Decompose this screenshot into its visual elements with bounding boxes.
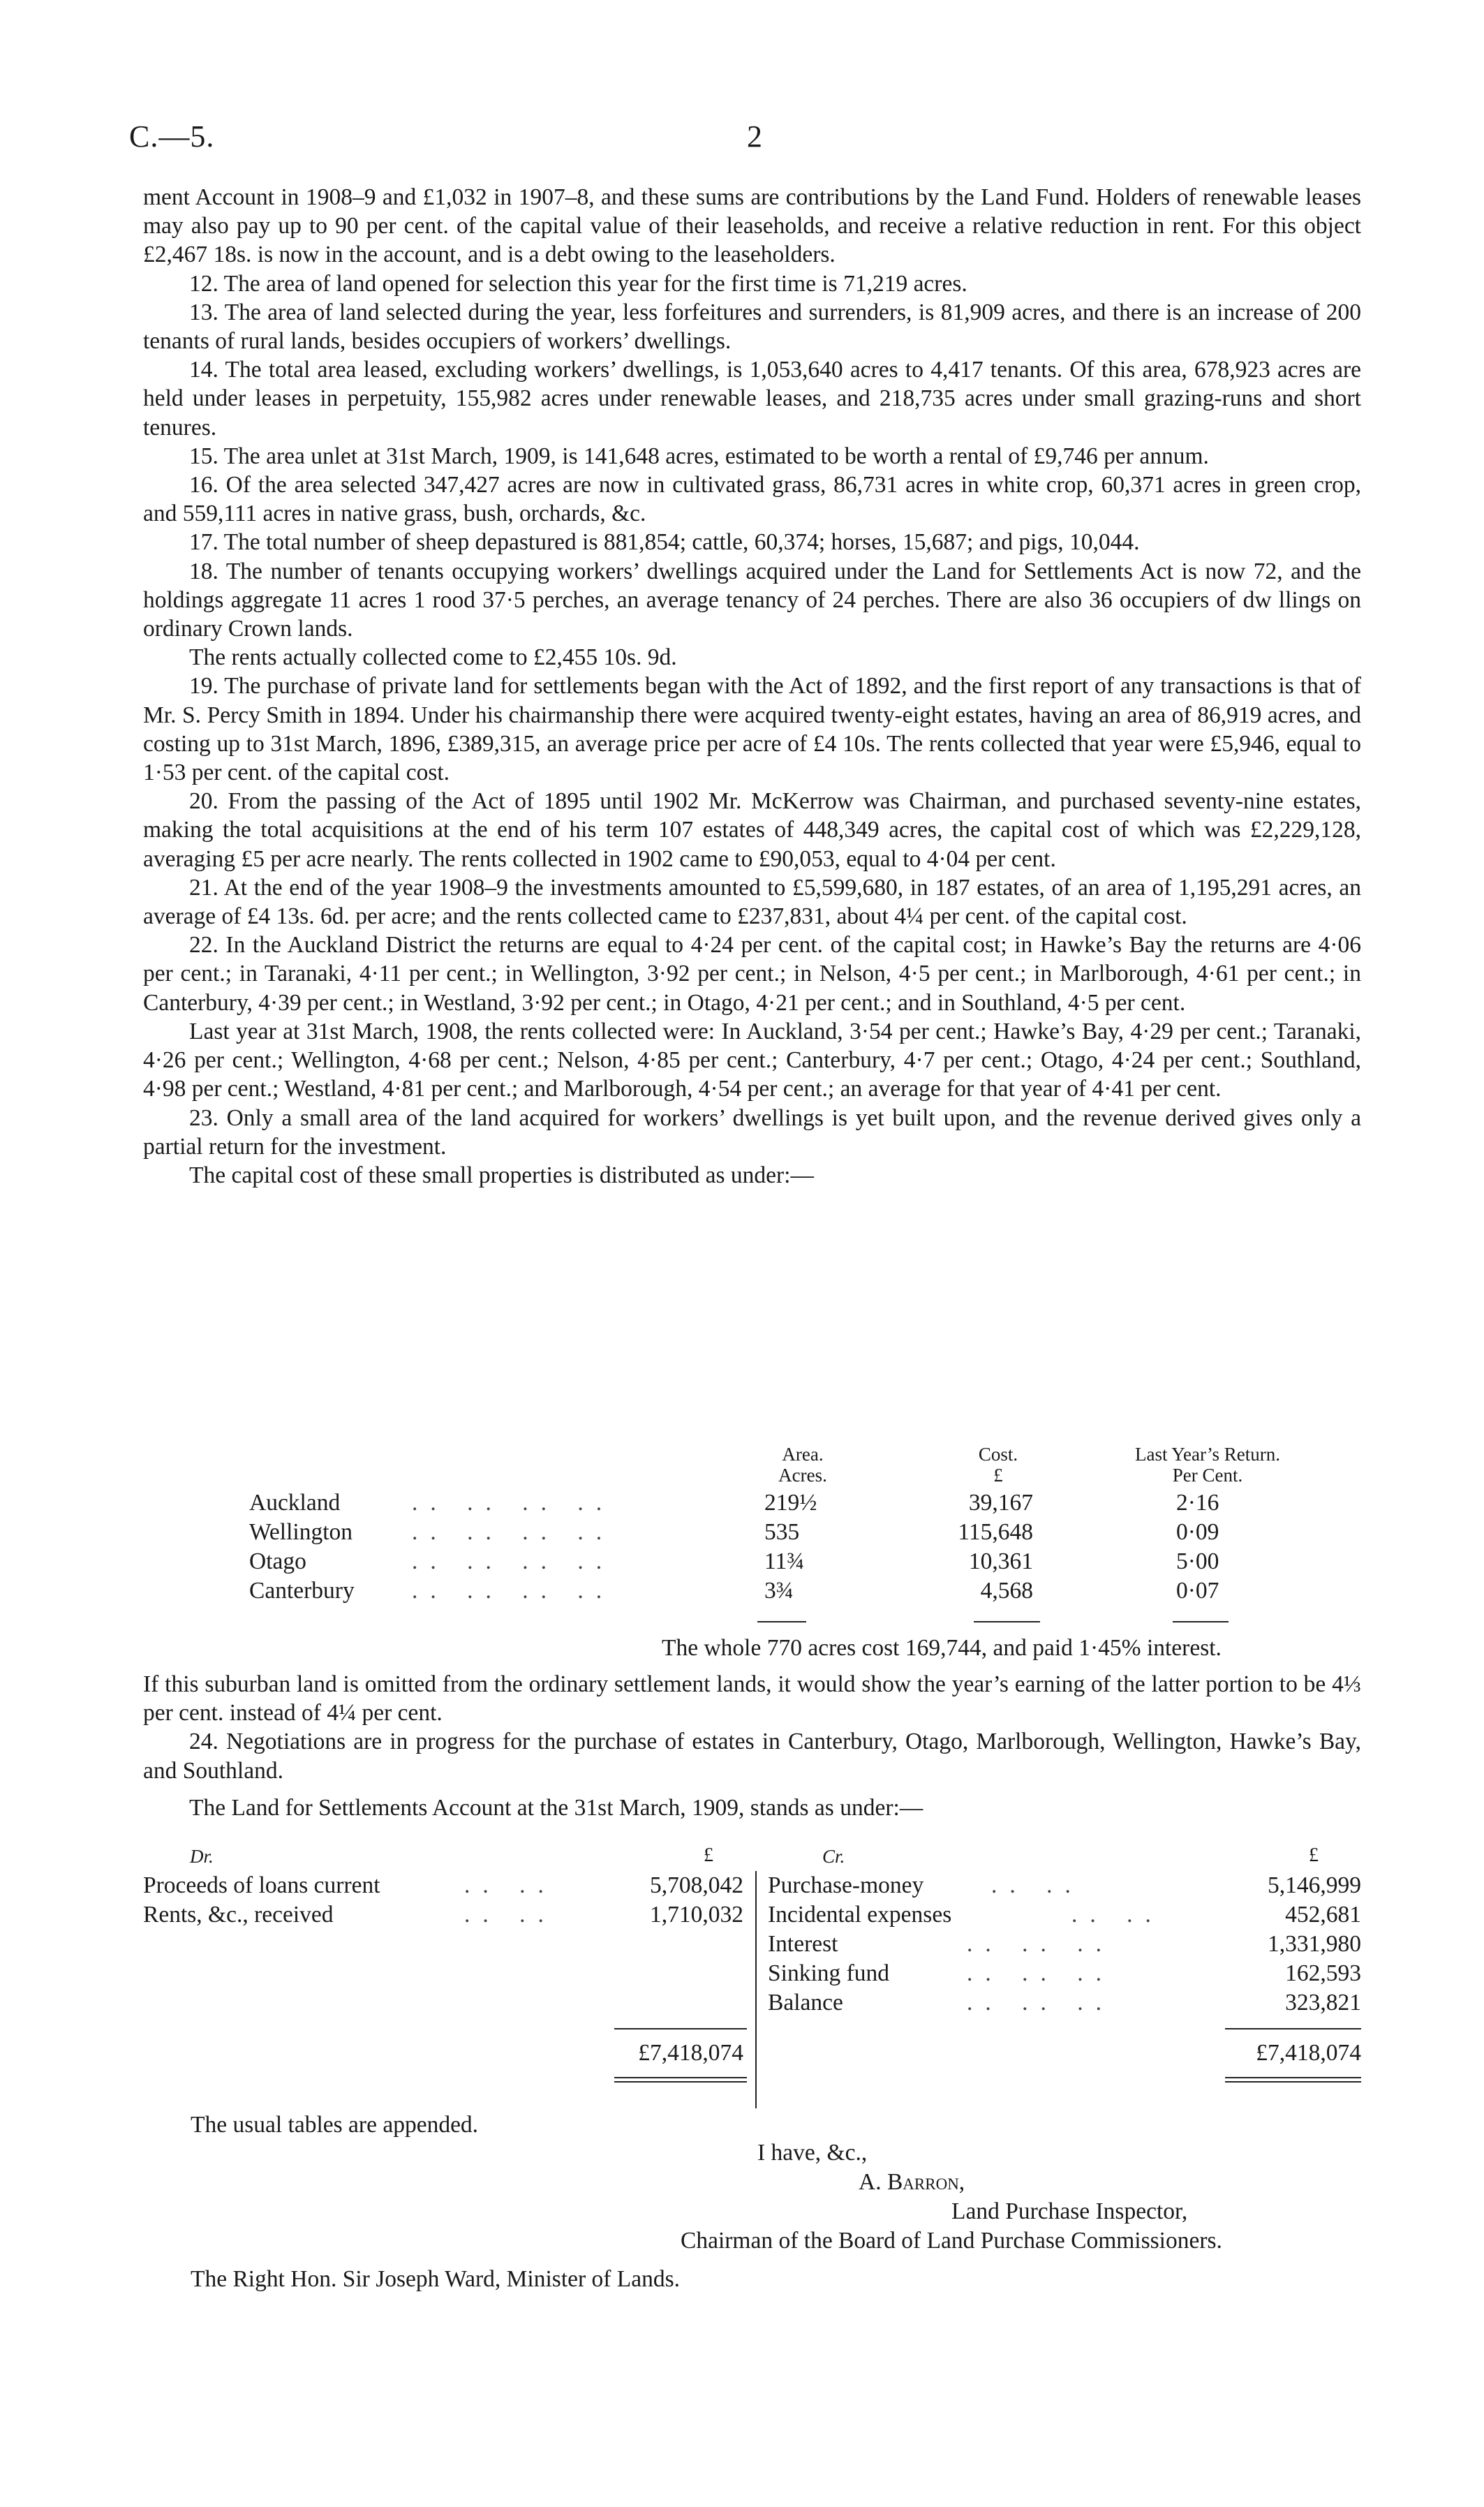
cost-value: 39,167 bbox=[968, 1490, 1033, 1516]
district-name: Wellington bbox=[249, 1519, 353, 1545]
paragraph: 18. The number of tenants occupying workers’ dwellings acquired under the Land for Settlements Act is now 72, and the holdings aggregate 11 acres 1 rood 37·5 perches, an average tenancy of 24 perches. There are also 36 occupiers of dw llings on ordinary Crown lands. bbox=[143, 558, 1361, 642]
debit-item-amount: 5,708,042 bbox=[650, 1872, 743, 1898]
credit-row bbox=[0, 1872, 1484, 1901]
paragraph: 12. The area of land opened for selection this year for the first time is 71,219 acres. bbox=[189, 270, 967, 297]
leader-dots: .. .. .. bbox=[967, 1990, 1114, 2016]
table-row bbox=[0, 1519, 1484, 1548]
return-unit: Per Cent. bbox=[1172, 1465, 1243, 1486]
paragraph: If this suburban land is omitted from the ordinary settlement lands, it would show the year’s earning of the latter portion to be 4⅓ per cent. instead of 4¼ per cent. bbox=[143, 1671, 1361, 1726]
paragraph: The Land for Settlements Account at the 31st March, 1909, stands as under:— bbox=[189, 1794, 923, 1821]
leader-dots: .. .. bbox=[1071, 1902, 1164, 1928]
credit-item-label: Interest bbox=[768, 1931, 838, 1957]
leader-dots: .. .. .. .. bbox=[412, 1578, 615, 1604]
area-value: 535 bbox=[764, 1519, 800, 1545]
area-header: Area. bbox=[782, 1444, 824, 1465]
cost-rule bbox=[974, 1621, 1040, 1622]
addressee: The Right Hon. Sir Joseph Ward, Minister of Lands. bbox=[191, 2266, 681, 2292]
credit-row bbox=[0, 1931, 1484, 1960]
credit-item-amount: 323,821 bbox=[1285, 1990, 1361, 2016]
credit-row bbox=[0, 1902, 1484, 1930]
debit-item-label: Rents, &c., received bbox=[143, 1902, 334, 1928]
body-text-continued bbox=[143, 1670, 1361, 1822]
credit-item-amount: 162,593 bbox=[1285, 1960, 1361, 1986]
paragraph: 19. The purchase of private land for settlements began with the Act of 1892, and the first report of any transactions is that of Mr. S. Percy Smith in 1894. Under his chairmanship there were acquired twenty-eight estates, having an area of 86,919 acres, and costing up to 31st March, 1896, £389,315, an average price per acre of £4 10s. The rents collected that year were £5,946, equal to 1·53 per cent. of the capital cost. bbox=[143, 673, 1361, 786]
return-value: 0·07 bbox=[1176, 1578, 1219, 1604]
paragraph: 17. The total number of sheep depastured is 881,854; cattle, 60,374; horses, 15,687; and pigs, 10,044. bbox=[189, 529, 1140, 556]
signatory-title: Land Purchase Inspector, bbox=[951, 2198, 1188, 2224]
signoff: I have, &c., bbox=[757, 2140, 868, 2166]
credit-item-amount: 452,681 bbox=[1285, 1902, 1361, 1928]
return-rule bbox=[1173, 1621, 1229, 1622]
table-summary: The whole 770 acres cost 169,744, and paid 1·45% interest. bbox=[662, 1635, 1222, 1661]
signatory-title-2: Chairman of the Board of Land Purchase Commissioners. bbox=[681, 2228, 1222, 2254]
paragraph: 16. Of the area selected 347,427 acres are now in cultivated grass, 86,731 acres in white crop, 60,371 acres in green crop, and 559,111 acres in native grass, bush, orchards, &c. bbox=[143, 472, 1361, 527]
credit-total: £7,418,074 bbox=[1256, 2040, 1361, 2066]
document-reference: C.—5. bbox=[129, 119, 215, 154]
leader-dots: .. .. bbox=[464, 1902, 556, 1928]
return-value: 5·00 bbox=[1176, 1548, 1219, 1574]
leader-dots: .. .. .. .. bbox=[412, 1519, 615, 1545]
area-rule bbox=[757, 1621, 806, 1622]
page-number: 2 bbox=[747, 119, 762, 154]
paragraph: 23. Only a small area of the land acquired for workers’ dwellings is yet built upon, and the revenue derived gives only a partial return for the investment. bbox=[143, 1104, 1361, 1160]
paragraph: 24. Negotiations are in progress for the purchase of estates in Canterbury, Otago, Marlborough, Wellington, Hawke’s Bay, and Southland. bbox=[143, 1729, 1361, 1784]
debit-double-rule bbox=[614, 2077, 747, 2083]
paragraph: 14. The total area leased, excluding workers’ dwellings, is 1,053,640 acres to 4,417 tenants. Of this area, 678,923 acres are held under leases in perpetuity, 155,982 acres under renewable leases, and 218,735 acres under small grazing-runs and short tenures. bbox=[143, 357, 1361, 441]
paragraph: 21. At the end of the year 1908–9 the investments amounted to £5,599,680, in 187 estates, of an area of 1,195,291 acres, an average of £4 13s. 6d. per acre; and the rents collected came to £237,831, about 4¼ per cent. of the capital cost. bbox=[143, 874, 1361, 930]
debit-currency: £ bbox=[704, 1844, 713, 1866]
paragraph: The capital cost of these small properties is distributed as under:— bbox=[189, 1162, 814, 1188]
district-name: Otago bbox=[249, 1548, 306, 1574]
area-value: 3¾ bbox=[764, 1578, 794, 1604]
paragraph: 13. The area of land selected during the year, less forfeitures and surrenders, is 81,909 acres, and there is an increase of 200 tenants of rural lands, besides occupiers of workers’ dwellings. bbox=[143, 299, 1361, 355]
area-value: 219½ bbox=[764, 1490, 817, 1516]
signatory-name: A. Barron, bbox=[859, 2169, 965, 2195]
credit-item-amount: 1,331,980 bbox=[1268, 1931, 1361, 1957]
return-value: 0·09 bbox=[1176, 1519, 1219, 1545]
area-value: 11¾ bbox=[764, 1548, 805, 1574]
credit-double-rule bbox=[1225, 2077, 1361, 2083]
leader-dots: .. .. .. bbox=[967, 1960, 1114, 1986]
credit-label: Cr. bbox=[822, 1846, 845, 1867]
area-unit: Acres. bbox=[778, 1465, 827, 1486]
district-name: Canterbury bbox=[249, 1578, 355, 1604]
leader-dots: .. .. .. .. bbox=[412, 1548, 615, 1574]
body-text bbox=[143, 183, 1361, 1190]
credit-item-amount: 5,146,999 bbox=[1268, 1872, 1361, 1898]
credit-item-label: Balance bbox=[768, 1990, 843, 2016]
leader-dots: .. .. bbox=[464, 1872, 556, 1898]
paragraph: Last year at 31st March, 1908, the rents collected were: In Auckland, 3·54 per cent.; Hawke’s Bay, 4·29 per cent.; Taranaki, 4·26 per cent.; Wellington, 4·68 per cent.; Nelson, 4·85 per cent.; Canterbury, 4·7 per cent.; Otago, 4·24 per cent.; Southland, 4·98 per cent.; Westland, 4·81 per cent.; and Marlborough, 4·54 per cent.; an average for that year of 4·41 per cent. bbox=[143, 1018, 1361, 1102]
leader-dots: .. .. bbox=[991, 1872, 1083, 1898]
credit-item-label: Sinking fund bbox=[768, 1960, 890, 1986]
cost-value: 10,361 bbox=[968, 1548, 1033, 1574]
cost-unit: £ bbox=[993, 1465, 1003, 1486]
debit-item-amount: 1,710,032 bbox=[650, 1902, 743, 1928]
credit-total-rule bbox=[1225, 2028, 1361, 2029]
debit-total-rule bbox=[614, 2028, 747, 2029]
return-value: 2·16 bbox=[1176, 1490, 1219, 1516]
paragraph: ment Account in 1908–9 and £1,032 in 1907–8, and these sums are contributions by the Land Fund. Holders of renewable leases may also pay up to 90 per cent. of the capital value of their leaseholds, and receive a relative reduction in rent. For this object £2,467 18s. is now in the account, and is a debt owing to the leaseholders. bbox=[143, 184, 1361, 268]
paragraph: 20. From the passing of the Act of 1895 until 1902 Mr. McKerrow was Chairman, and purchased seventy-nine estates, making the total acquisitions at the end of his term 107 estates of 448,349 acres, the capital cost of which was £2,229,128, averaging £5 per acre nearly. The rents collected in 1902 came to £90,053, equal to 4·04 per cent. bbox=[143, 788, 1361, 872]
return-header: Last Year’s Return. bbox=[1135, 1444, 1280, 1465]
cost-value: 4,568 bbox=[980, 1578, 1033, 1604]
debit-label: Dr. bbox=[190, 1846, 214, 1867]
table-row bbox=[0, 1490, 1484, 1518]
credit-currency: £ bbox=[1309, 1844, 1319, 1866]
credit-item-label: Incidental expenses bbox=[768, 1902, 952, 1928]
debit-item-label: Proceeds of loans current bbox=[143, 1872, 380, 1898]
tables-note: The usual tables are appended. bbox=[191, 2112, 479, 2138]
account-totals bbox=[0, 2040, 1484, 2069]
district-name: Auckland bbox=[249, 1490, 341, 1516]
table-row bbox=[0, 1578, 1484, 1606]
debit-total: £7,418,074 bbox=[638, 2040, 743, 2066]
leader-dots: .. .. .. .. bbox=[412, 1490, 615, 1516]
credit-row bbox=[0, 1990, 1484, 2018]
leader-dots: .. .. .. bbox=[967, 1931, 1114, 1957]
paragraph: 22. In the Auckland District the returns are equal to 4·24 per cent. of the capital cost; in Hawke’s Bay the returns are 4·06 per cent.; in Taranaki, 4·11 per cent.; in Wellington, 3·92 per cent.; in Nelson, 4·5 per cent.; in Marlborough, 4·61 per cent.; in Canterbury, 4·39 per cent.; in Westland, 3·92 per cent.; in Otago, 4·21 per cent.; and in Southland, 4·5 per cent. bbox=[143, 932, 1361, 1016]
paragraph: The rents actually collected come to £2,455 10s. 9d. bbox=[189, 644, 677, 671]
table-row bbox=[0, 1548, 1484, 1577]
credit-row bbox=[0, 1960, 1484, 1989]
credit-item-label: Purchase-money bbox=[768, 1872, 924, 1898]
cost-header: Cost. bbox=[978, 1444, 1018, 1465]
paragraph: 15. The area unlet at 31st March, 1909, is 141,648 acres, estimated to be worth a rental of £9,746 per annum. bbox=[189, 443, 1209, 469]
cost-value: 115,648 bbox=[958, 1519, 1033, 1545]
